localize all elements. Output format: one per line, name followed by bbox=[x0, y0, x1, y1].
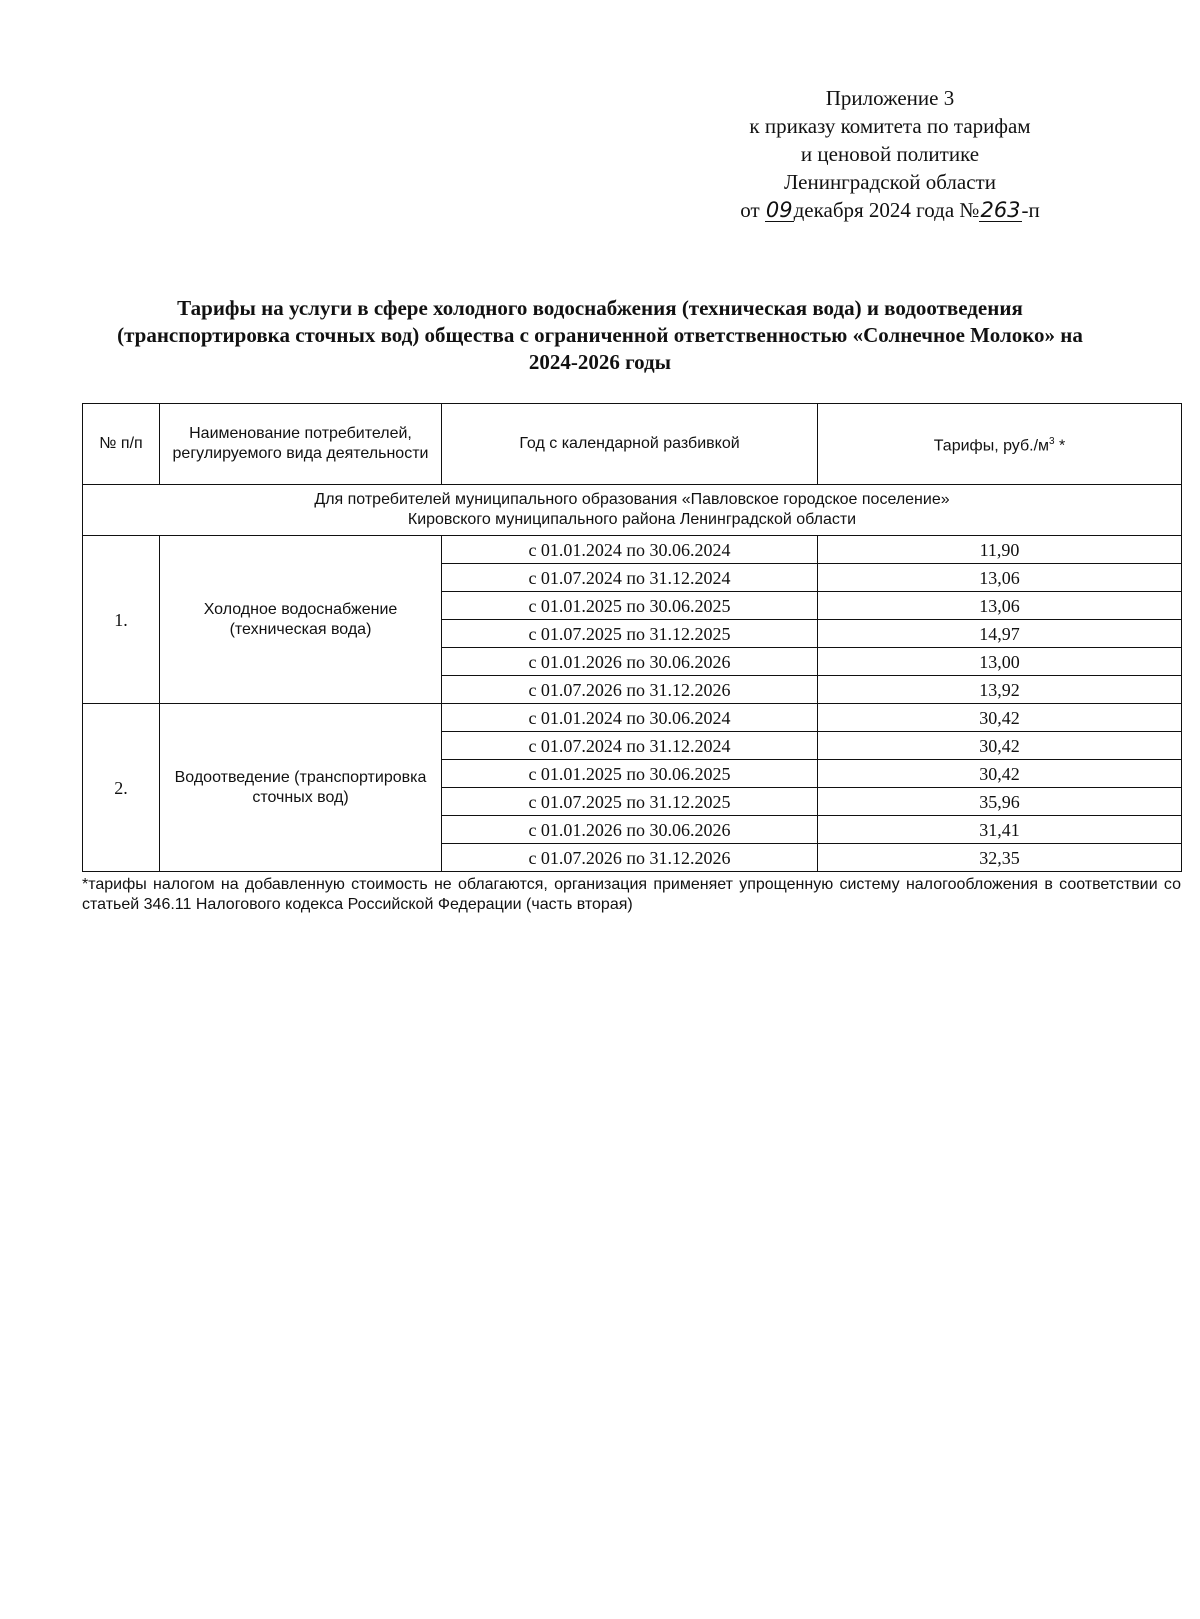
appendix-date-line bbox=[700, 196, 1080, 224]
period-cell: с 01.07.2025 по 31.12.2025 bbox=[442, 788, 818, 816]
tariff-value-cell: 32,35 bbox=[818, 844, 1182, 872]
period-cell: с 01.07.2025 по 31.12.2025 bbox=[442, 620, 818, 648]
group-service-name: Водоотведение (транспортировка сточных вод) bbox=[160, 704, 442, 872]
handwritten-order-number: 263 bbox=[980, 198, 1021, 222]
tariff-value-cell: 30,42 bbox=[818, 760, 1182, 788]
date-middle: декабря 2024 года № bbox=[793, 198, 980, 222]
table-header-row bbox=[83, 404, 1182, 485]
period-cell: с 01.01.2026 по 30.06.2026 bbox=[442, 816, 818, 844]
tariff-value-cell: 13,06 bbox=[818, 592, 1182, 620]
group-number: 1. bbox=[83, 536, 160, 704]
period-cell: с 01.01.2024 по 30.06.2024 bbox=[442, 536, 818, 564]
period-cell: с 01.01.2025 по 30.06.2025 bbox=[442, 760, 818, 788]
group-number: 2. bbox=[83, 704, 160, 872]
appendix-committee: и ценовой политике bbox=[800, 142, 980, 166]
period-cell: с 01.01.2025 по 30.06.2025 bbox=[442, 592, 818, 620]
appendix-title: Приложение 3 bbox=[825, 86, 955, 110]
tariff-value-cell: 30,42 bbox=[818, 732, 1182, 760]
tariff-value-cell: 14,97 bbox=[818, 620, 1182, 648]
period-cell: с 01.07.2024 по 31.12.2024 bbox=[442, 564, 818, 592]
tariff-table bbox=[82, 403, 1182, 872]
tariff-value-cell: 13,92 bbox=[818, 676, 1182, 704]
appendix-order-ref: к приказу комитета по тарифам bbox=[749, 114, 1031, 138]
period-cell: с 01.01.2024 по 30.06.2024 bbox=[442, 704, 818, 732]
period-cell: с 01.07.2024 по 31.12.2024 bbox=[442, 732, 818, 760]
header-name: Наименование потребителей, регулируемого вида деятельности bbox=[160, 404, 442, 485]
order-suffix: -п bbox=[1021, 198, 1040, 222]
tariff-value-cell: 31,41 bbox=[818, 816, 1182, 844]
period-cell: с 01.01.2026 по 30.06.2026 bbox=[442, 648, 818, 676]
header-period: Год с календарной разбивкой bbox=[442, 404, 818, 485]
footnote: *тарифы налогом на добавленную стоимость не облагаются, организация применяет упрощенную систему налогообложения в соответствии со статьей 346.11 Налогового кодекса Российской Федерации (часть вторая) bbox=[82, 876, 1181, 913]
date-prefix: от bbox=[740, 198, 760, 222]
table-row bbox=[83, 704, 1182, 732]
header-tariff-sup: 3 bbox=[1049, 435, 1055, 447]
header-tariff bbox=[818, 404, 1182, 485]
section-line-2: Кировского муниципального района Ленинградской области bbox=[407, 511, 857, 528]
header-tariff-mark: * bbox=[1054, 437, 1066, 455]
period-cell: с 01.07.2026 по 31.12.2026 bbox=[442, 676, 818, 704]
appendix-region: Ленинградской области bbox=[784, 170, 996, 194]
tariff-groups bbox=[83, 536, 1182, 872]
section-caption bbox=[83, 485, 1182, 536]
header-num: № п/п bbox=[83, 404, 160, 485]
period-cell: с 01.07.2026 по 31.12.2026 bbox=[442, 844, 818, 872]
tariff-value-cell: 11,90 bbox=[818, 536, 1182, 564]
table-row bbox=[83, 536, 1182, 564]
tariff-value-cell: 30,42 bbox=[818, 704, 1182, 732]
document-title: Тарифы на услуги в сфере холодного водоснабжения (техническая вода) и водоотведения (транспортировка сточных вод) общества с ограниченной ответственностью «Солнечное Молоко» на 2024-2026 годы bbox=[117, 296, 1083, 374]
section-line-1: Для потребителей муниципального образования «Павловское городское поселение» bbox=[314, 491, 950, 508]
handwritten-day: 09 bbox=[765, 198, 793, 222]
tariff-value-cell: 13,00 bbox=[818, 648, 1182, 676]
tariff-value-cell: 35,96 bbox=[818, 788, 1182, 816]
tariff-value-cell: 13,06 bbox=[818, 564, 1182, 592]
group-service-name: Холодное водоснабжение (техническая вода) bbox=[160, 536, 442, 704]
header-tariff-label: Тарифы, руб./м bbox=[933, 437, 1050, 455]
section-row bbox=[83, 485, 1182, 536]
appendix-header bbox=[700, 84, 1080, 224]
